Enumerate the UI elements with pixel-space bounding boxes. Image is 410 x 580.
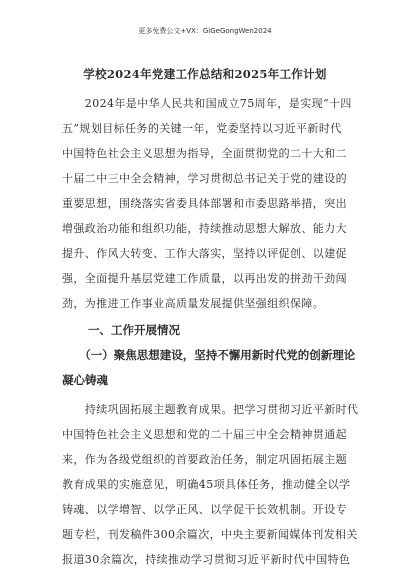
- text-line: 劲，为推进工作事业高质量发展提供坚强组织保障。: [62, 297, 325, 310]
- section-heading: 一、工作开展情况: [88, 323, 180, 337]
- text-line: 增强政治功能和组织功能，持续推动思想大解放、能力大: [62, 222, 347, 235]
- text-line: 教育成果的实施意见，明确45项具体任务，推动健全以学: [62, 478, 351, 491]
- text-line: 提升、作风大转变、工作大落实，坚持以评促创、以建促: [62, 247, 347, 260]
- text-line: 铸魂、以学增智、以学正风、以学促干长效机制。开设专: [62, 503, 347, 516]
- heading-line: 凝心铸魂: [62, 373, 108, 387]
- heading-line: （一）聚焦思想建设，坚持不懈用新时代党的创新理论: [62, 348, 356, 362]
- text-line: 题专栏，刊发稿件300余篇次，中央主要新闻媒体刊发相关: [62, 528, 358, 541]
- text-line: 重要思想，围绕落实省委具体部署和市委思路举措，突出: [62, 197, 347, 210]
- text-line: 2024年是中华人民共和国成立75周年，是实现“十四: [62, 97, 352, 110]
- body-paragraph: [62, 397, 359, 572]
- header-note: 更多免费公文+VX：GiGeGongWen2024: [138, 27, 272, 35]
- text-line: 五”规划目标任务的关键一年，党委坚持以习近平新时代: [62, 122, 342, 135]
- document-title: 学校2024年党建工作总结和2025年工作计划: [83, 67, 327, 81]
- text-line: 报道30余篇次，持续推动学习贯彻习近平新时代中国特色: [62, 553, 351, 566]
- text-line: 中国特色社会主义思想为指导，全面贯彻党的二十大和二: [62, 147, 347, 160]
- text-line: 十届二中三中全会精神，学习贯彻总书记关于党的建设的: [62, 172, 347, 185]
- subsection-heading: [62, 343, 354, 393]
- text-line: 中国特色社会主义思想和党的二十届三中全会精神贯通起: [62, 428, 347, 441]
- text-line: 强，全面提升基层党建工作质量，以再出发的拼劲干劲闯: [62, 272, 347, 285]
- text-line: 持续巩固拓展主题教育成果。把学习贯彻习近平新时代: [62, 403, 359, 416]
- text-line: 来，作为各级党组织的首要政治任务，制定巩固拓展主题: [62, 453, 347, 466]
- intro-paragraph: [62, 91, 354, 316]
